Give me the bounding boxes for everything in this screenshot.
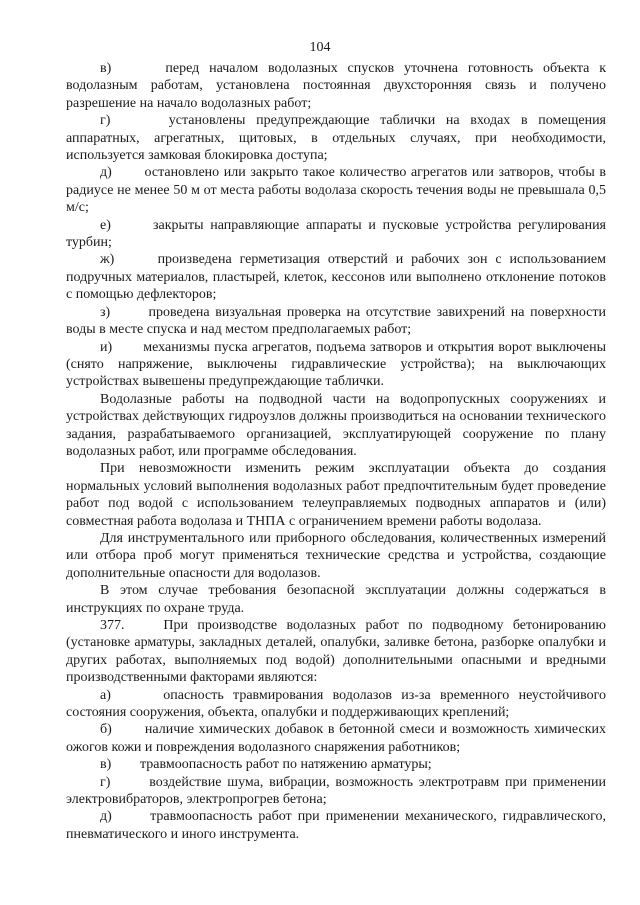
- paragraph-text: опасность травмирования водолазов из-за временного неустойчивого состояния сооружения, объекта, опалубки и поддерживающих креплений;: [66, 687, 607, 721]
- list-item-marker: г): [100, 774, 111, 790]
- list-item-paragraph: [66, 774, 606, 809]
- body-paragraph: [66, 460, 606, 530]
- paragraph-text: При невозможности изменить режим эксплуатации объекта до создания нормальных условий выполнения водолазных работ предпочтительным будет проведение работ под водой с использованием телеуправляемых подводных аппаратов и (или) совместная работа водолаза и ТНПА с ограничением времени работы водолаза.: [66, 461, 606, 529]
- paragraph-text: перед началом водолазных спусков уточнена готовность объекта к водолазным работам, установлена постоянная двухсторонняя связь и получено разрешение на начало водолазных работ;: [66, 61, 607, 111]
- paragraph-text: Водолазные работы на подводной части на водопропускных сооружениях и устройствах действующих гидроузлов должны производиться на основании технического задания, разрабатываемого организацией, эксплуатирующей сооружение по плану водолазных работ, или программе обследования.: [66, 391, 606, 459]
- body-paragraph: [66, 391, 606, 461]
- document-body: [66, 60, 606, 843]
- list-item-marker: е): [100, 217, 111, 233]
- list-item-paragraph: [66, 687, 606, 722]
- list-item-marker: д): [100, 809, 112, 825]
- list-item-paragraph: [66, 617, 606, 687]
- list-item-paragraph: [66, 304, 606, 339]
- paragraph-text: проведена визуальная проверка на отсутствие завихрений на поверхности воды в месте спуска и над местом предполагаемых работ;: [66, 304, 607, 338]
- list-item-marker: б): [100, 722, 112, 738]
- list-item-marker: в): [100, 757, 112, 773]
- paragraph-text: установлены предупреждающие таблички на входах в помещения аппаратных, агрегатных, щитовых, в отдельных случаях, при необходимости, используется замковая блокировка доступа;: [66, 113, 606, 164]
- list-item-marker: д): [100, 165, 112, 181]
- paragraph-text: остановлено или закрыто такое количество агрегатов или затворов, чтобы в радиусе не менее 50 м от места работы водолаза скорость течения воды не превышала 0,5 м/с;: [66, 165, 606, 216]
- list-item-paragraph: [66, 164, 606, 216]
- list-item-paragraph: [66, 339, 606, 391]
- list-item-paragraph: [66, 721, 606, 756]
- paragraph-text: Для инструментального или приборного обследования, количественных измерений или отбора проб могут применяться технические средства и устройства, создающие дополнительные опасности для водолазов.: [66, 530, 606, 581]
- paragraph-text: травмоопасность работ по натяжению арматуры;: [140, 757, 432, 773]
- body-paragraph: [66, 530, 606, 582]
- list-item-paragraph: [66, 112, 606, 164]
- list-item-paragraph: [66, 808, 606, 843]
- body-paragraph: [66, 582, 606, 617]
- page-number: 104: [309, 40, 331, 55]
- list-item-paragraph: [66, 251, 606, 303]
- list-item-marker: в): [100, 61, 112, 76]
- list-item-paragraph: [66, 217, 606, 252]
- paragraph-text: При производстве водолазных работ по подводному бетонированию (установке арматуры, закладных деталей, опалубки, заливке бетона, разборке опалубки и других работах, выполняемых под водой) дополнительными опасными и вредными производственными факторами являются:: [66, 618, 606, 686]
- paragraph-text: травмоопасность работ при применении механического, гидравлического, пневматического и иного инструмента.: [66, 809, 607, 842]
- list-item-marker: ж): [100, 252, 115, 268]
- list-item-marker: з): [100, 304, 111, 320]
- list-item-paragraph: [66, 60, 606, 112]
- paragraph-text: В этом случае требования безопасной эксплуатации должны содержаться в инструкциях по охране труда.: [66, 583, 606, 616]
- paragraph-text: механизмы пуска агрегатов, подъема затворов и открытия ворот выключены (снято напряжение, выключены гидравлические устройства); на выключающих устройствах вывешены предупреждающие таблички.: [66, 339, 606, 390]
- list-item-marker: а): [100, 687, 111, 703]
- paragraph-text: воздействие шума, вибрации, возможность электротравм при применении электровибраторов, электропрогрев бетона;: [66, 774, 607, 808]
- paragraph-text: произведена герметизация отверстий и рабочих зон с использованием подручных материалов, пластырей, клеток, кессонов или выполнено отклонение потоков с помощью дефлекторов;: [66, 252, 606, 303]
- list-item-marker: г): [100, 113, 111, 129]
- paragraph-text: закрыты направляющие аппараты и пусковые устройства регулирования турбин;: [66, 217, 606, 251]
- list-item-marker: 377.: [100, 618, 125, 633]
- paragraph-text: наличие химических добавок в бетонной смеси и возможность химических ожогов кожи и повреждения водолазного снаряжения работников;: [66, 722, 606, 755]
- list-item-marker: и): [100, 339, 113, 355]
- list-item-paragraph: [66, 756, 606, 773]
